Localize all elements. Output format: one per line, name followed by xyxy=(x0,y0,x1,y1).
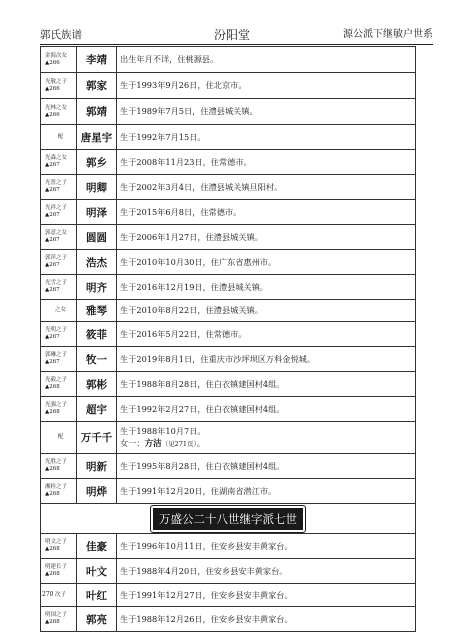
relation-label: 光祥之子 xyxy=(45,205,68,211)
table-row xyxy=(41,397,416,422)
person-name: 雅琴 xyxy=(77,300,117,322)
person-details: 生于1988年12月26日，住安乡县安丰黄家台。 xyxy=(117,607,416,632)
table-row xyxy=(41,125,416,150)
person-name: 超宇 xyxy=(77,397,117,422)
person-details: 出生年月不详，住桃源县。 xyxy=(117,47,416,73)
generation-marker: ▲268 xyxy=(45,491,60,497)
page-reference: （见271页） xyxy=(161,439,197,448)
generation-marker: ▲266 xyxy=(45,85,60,92)
table-row xyxy=(41,584,416,607)
person-details: 生于1993年9月26日，住北京市。 xyxy=(117,73,416,99)
person-name: 明卿 xyxy=(77,175,117,200)
table-row xyxy=(41,347,416,372)
relation-label: 光强之子 xyxy=(45,402,68,408)
person-details: 生于2015年6月8日，住常德市。 xyxy=(117,200,416,225)
relation-label: 光胜之子 xyxy=(45,459,68,465)
person-details: 生于2016年12月19日，住澧县城关镇。 xyxy=(117,275,416,300)
person-details: 生于2010年10月30日，住广东省惠州市。 xyxy=(117,250,416,275)
page-number: 270 xyxy=(42,591,54,598)
table-row xyxy=(41,99,416,125)
relation-label: 之女 xyxy=(54,307,66,313)
relation-label: 光普之子 xyxy=(45,180,68,186)
person-name: 明齐 xyxy=(77,275,117,300)
table-row xyxy=(41,559,416,584)
table-row xyxy=(41,372,416,397)
relation-label: 郭萍之子 xyxy=(45,255,68,261)
relation-label: 光敬之子 xyxy=(45,78,68,85)
generation-marker: ▲268 xyxy=(45,466,60,472)
person-details: 生于2006年1月27日，住澧县城关镇。 xyxy=(117,225,416,250)
relation-label: 湘桂之子 xyxy=(45,484,68,490)
generation-marker: ▲267 xyxy=(45,262,60,268)
generation-marker: ▲266 xyxy=(45,111,60,118)
person-details: 生于1995年8月28日，住白衣镇建国村4组。 xyxy=(117,454,416,479)
table-row xyxy=(41,175,416,200)
daughter-end: 。 xyxy=(196,437,205,448)
book-title: 郭氏族谱 xyxy=(40,29,82,41)
person-name: 唐星宇 xyxy=(77,125,117,150)
person-details: 生于2016年5月22日，住常德市。 xyxy=(117,322,416,347)
person-details: 生于1996年10月11日，住安乡县安丰黄家台。 xyxy=(117,534,416,559)
table-row xyxy=(41,322,416,347)
generation-marker: ▲267 xyxy=(45,162,60,168)
table-row xyxy=(41,479,416,504)
table-row xyxy=(41,250,416,275)
generation-marker: ▲268 xyxy=(45,619,60,625)
person-name: 牧一 xyxy=(77,347,117,372)
generation-marker: ▲267 xyxy=(45,334,60,340)
daughter-name: 方洁 xyxy=(144,438,162,449)
daughter-line xyxy=(120,437,415,451)
person-name: 郭亮 xyxy=(77,607,117,632)
generation-marker: ▲267 xyxy=(45,212,60,218)
relation-label: 明文之子 xyxy=(45,539,68,545)
relation-label: 光林之女 xyxy=(45,104,68,111)
person-name: 明新 xyxy=(77,454,117,479)
table-row xyxy=(41,534,416,559)
person-details: 生于1991年12月20日，住湖南省潜江市。 xyxy=(117,479,416,504)
relation-label: 郭意之女 xyxy=(45,230,68,236)
person-details: 生于2010年8月22日，住澧县城关镇。 xyxy=(117,300,416,322)
person-name: 叶红 xyxy=(77,584,117,607)
person-details: 生于1988年8月28日，住白衣镇建国村4组。 xyxy=(117,372,416,397)
branch-title: 源公派下继敏户世系 xyxy=(343,29,433,40)
person-details: 生于1991年12月27日，住安乡县安丰黄家台。 xyxy=(117,584,416,607)
page-header xyxy=(40,28,433,42)
generation-marker: ▲267 xyxy=(45,287,60,293)
table-row xyxy=(41,225,416,250)
daughter-label: 女一： xyxy=(120,437,145,448)
person-name: 明烨 xyxy=(77,479,117,504)
header-rule xyxy=(40,44,433,45)
generation-marker: ▲268 xyxy=(45,546,60,552)
table-row xyxy=(41,73,416,99)
person-name: 浩杰 xyxy=(77,250,117,275)
person-details: 生于1989年7月5日，住澧县城关镇。 xyxy=(117,99,416,125)
generation-marker: ▲268 xyxy=(45,384,60,390)
person-name: 圆圆 xyxy=(77,225,117,250)
generation-marker: ▲267 xyxy=(45,237,60,243)
table-row xyxy=(41,422,416,454)
person-details: 生于2019年8月1日，住重庆市沙坪坝区万科金悦城。 xyxy=(117,347,416,372)
table-row xyxy=(41,47,416,73)
hall-name: 汾阳堂 xyxy=(214,28,251,42)
person-name: 郭彬 xyxy=(77,372,117,397)
person-details: 生于1992年7月15日。 xyxy=(117,125,416,150)
relation-label: 金海次女 xyxy=(45,52,68,59)
person-name: 郭靖 xyxy=(77,99,117,125)
relation-label: 光森之女 xyxy=(45,155,68,161)
person-name: 郭乡 xyxy=(77,150,117,175)
person-name: 筱菲 xyxy=(77,322,117,347)
relation-label: 配 xyxy=(57,434,64,440)
person-details: 生于2002年3月4日，住澧县城关镇旦阳村。 xyxy=(117,175,416,200)
person-name: 万千千 xyxy=(77,422,117,454)
person-name: 明泽 xyxy=(77,200,117,225)
person-name: 李靖 xyxy=(77,47,117,73)
person-name: 叶文 xyxy=(77,559,117,584)
relation-label: 配 xyxy=(57,133,64,140)
relation-label: 郭琳之子 xyxy=(45,352,68,358)
section-row xyxy=(41,504,416,534)
relation-label: 光雪之子 xyxy=(45,280,68,286)
person-name: 郭家 xyxy=(77,73,117,99)
table-row xyxy=(41,607,416,632)
person-name: 佳豪 xyxy=(77,534,117,559)
generation-marker: ▲268 xyxy=(45,409,60,415)
relation-label: 光毅之子 xyxy=(45,377,68,383)
generation-marker: ▲267 xyxy=(45,359,60,365)
section-title: 万盛公二十八世继字派七世 xyxy=(151,506,305,532)
person-details: 生于2008年11月23日，住常德市。 xyxy=(117,150,416,175)
person-details: 生于1988年4月20日，住安乡县安丰黄家台。 xyxy=(117,559,416,584)
table-row xyxy=(41,275,416,300)
table-row xyxy=(41,454,416,479)
table-row xyxy=(41,150,416,175)
generation-marker: ▲268 xyxy=(45,571,60,577)
generation-marker: ▲267 xyxy=(45,187,60,193)
relation-label: 明建长子 xyxy=(45,564,68,570)
relation-label: 次子 xyxy=(54,591,66,598)
table-row xyxy=(41,300,416,322)
relation-label: 光明之子 xyxy=(45,327,68,333)
person-details: 生于1988年10月7日。 xyxy=(120,425,206,436)
generation-marker: ▲266 xyxy=(45,59,60,66)
table-row xyxy=(41,200,416,225)
relation-label: 明国之子 xyxy=(45,612,68,618)
person-details: 生于1992年2月27日，住白衣镇建国村4组。 xyxy=(117,397,416,422)
genealogy-table xyxy=(40,46,416,632)
